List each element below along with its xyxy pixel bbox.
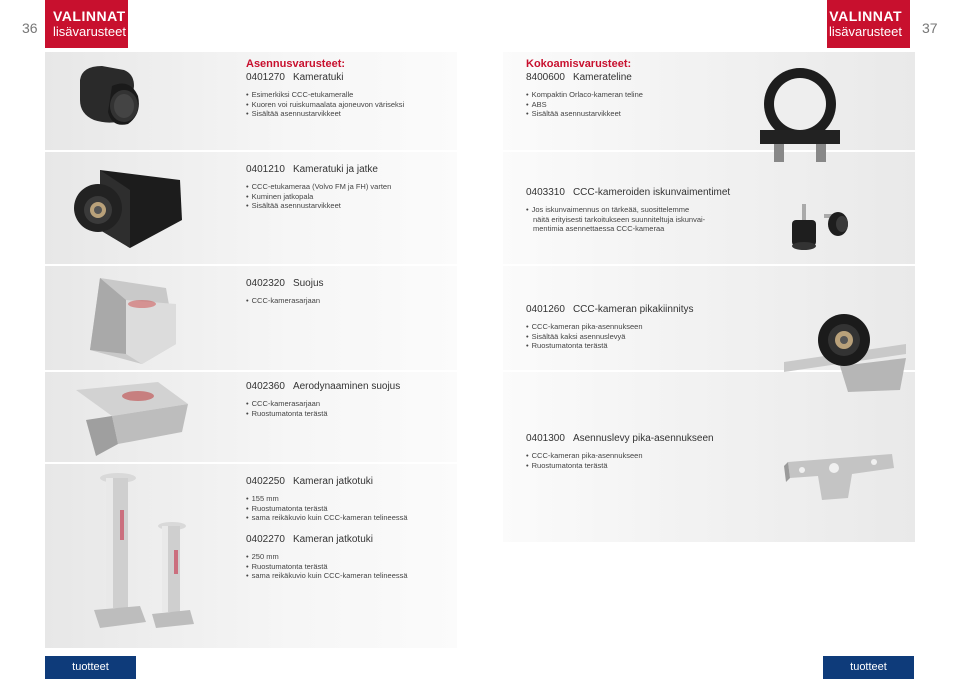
- bullet: • Ruostumatonta terästä: [526, 341, 694, 351]
- page-number-left: 36: [22, 20, 38, 36]
- bullet: • Sisältää kaksi asennuslevyä: [526, 332, 694, 342]
- shock-absorber-image: [788, 200, 852, 259]
- tab-title: VALINNAT: [829, 8, 902, 24]
- product-title: [246, 475, 408, 489]
- bullet: • Jos iskunvaimennus on tärkeää, suosittelemme: [526, 205, 730, 215]
- product-0402250: [246, 475, 408, 523]
- product-0402270: [246, 533, 408, 581]
- aero-cover-image: [72, 380, 190, 465]
- product-name: Asennuslevy pika-asennukseen: [572, 433, 714, 444]
- bullet: • Kuoren voi ruiskumaalata ajoneuvon väriseksi: [246, 100, 404, 110]
- bullet: • CCC-kameran pika-asennukseen: [526, 322, 694, 332]
- bullet: • Ruostumatonta terästä: [246, 409, 400, 419]
- bullet: • Kompaktin Orlaco-kameran teline: [526, 90, 643, 100]
- mounting-plate-image: [782, 448, 898, 509]
- product-code: 0403310: [526, 187, 565, 198]
- product-0402320: [246, 277, 324, 306]
- bullet: • sama reikäkuvio kuin CCC-kameran telineessä: [246, 571, 408, 581]
- product-code: 0401300: [526, 433, 565, 444]
- bullet-continuation: mentimia asennettaessa CCC-kameraa: [533, 224, 665, 233]
- product-0401300: [526, 432, 714, 470]
- product-code: 0402320: [246, 278, 285, 289]
- product-name: Kameratuki: [292, 72, 344, 83]
- category-heading: Asennusvarusteet:: [246, 58, 346, 70]
- bullet: • CCC-kameran pika-asennukseen: [526, 451, 714, 461]
- product-code: 8400600: [526, 72, 565, 83]
- product-0402360: [246, 380, 400, 418]
- product-name: Aerodynaaminen suojus: [292, 381, 401, 392]
- product-0401210: [246, 163, 391, 211]
- bullet: • 155 mm: [246, 494, 408, 504]
- category-heading: Kokoamisvarusteet:: [526, 58, 632, 70]
- bullet: • ABS: [526, 100, 643, 110]
- camera-extension-image: [70, 160, 190, 255]
- bullet: • Esimerkiksi CCC-etukameralle: [246, 90, 404, 100]
- bullet: • CCC-kamerasarjaan: [246, 399, 400, 409]
- product-name: Kamerateline: [572, 72, 632, 83]
- product-code: 0401270: [246, 72, 285, 83]
- camera-holder-image: [750, 60, 850, 173]
- product-title: [526, 71, 643, 85]
- products-link-right[interactable]: tuotteet: [823, 656, 914, 679]
- bullet: • CCC-kamerasarjaan: [246, 296, 324, 306]
- bullet-continuation: näitä erityisesti tarkoitukseen suunniteltuja iskunvai-: [533, 214, 706, 224]
- bullet: • Kuminen jatkopala: [246, 192, 391, 202]
- product-0403310: [526, 186, 730, 234]
- bullet: • Ruostumatonta terästä: [246, 562, 408, 572]
- product-code: 0402360: [246, 381, 285, 392]
- shield-cover-image: [80, 274, 180, 371]
- bullet: • Sisältää asennustarvikkeet: [526, 109, 643, 119]
- product-title: [526, 186, 730, 200]
- extension-pole-image: [90, 470, 210, 651]
- page-number-right: 37: [922, 20, 938, 36]
- camera-bracket-image: [72, 60, 162, 137]
- section-tab-right: [827, 0, 910, 48]
- product-0401260: [526, 303, 694, 351]
- quick-mount-image: [760, 306, 910, 397]
- product-code: 0402250: [246, 476, 285, 487]
- product-title: [246, 277, 324, 291]
- bullet: • Sisältää asennustarvikkeet: [246, 201, 391, 211]
- tab-subtitle: lisävarusteet: [53, 24, 126, 39]
- product-8400600: [526, 57, 643, 119]
- product-title: [246, 380, 400, 394]
- product-title: [526, 303, 694, 317]
- bullet: • Ruostumatonta terästä: [526, 461, 714, 471]
- bullet: • Ruostumatonta terästä: [246, 504, 408, 514]
- product-title: [526, 432, 714, 446]
- product-name: CCC-kameran pikakiinnitys: [572, 304, 694, 315]
- product-name: Kameratuki ja jatke: [292, 164, 378, 175]
- products-link-left[interactable]: tuotteet: [45, 656, 136, 679]
- product-title: [246, 71, 404, 85]
- bullet: • CCC-etukameraa (Volvo FM ja FH) varten: [246, 182, 391, 192]
- tab-title: VALINNAT: [53, 8, 126, 24]
- product-code: 0401210: [246, 164, 285, 175]
- product-name: Kameran jatkotuki: [292, 534, 373, 545]
- product-name: Kameran jatkotuki: [292, 476, 373, 487]
- section-tab-left: [45, 0, 128, 48]
- bullet: • 250 mm: [246, 552, 408, 562]
- product-name: Suojus: [292, 278, 324, 289]
- product-0401270: [246, 57, 404, 119]
- product-code: 0401260: [526, 304, 565, 315]
- bullet: • Sisältää asennustarvikkeet: [246, 109, 404, 119]
- product-title: [246, 163, 391, 177]
- product-title: [246, 533, 408, 547]
- tab-subtitle: lisävarusteet: [829, 24, 902, 39]
- bullet: • sama reikäkuvio kuin CCC-kameran telineessä: [246, 513, 408, 523]
- product-name: CCC-kameroiden iskunvaimentimet: [572, 187, 731, 198]
- product-code: 0402270: [246, 534, 285, 545]
